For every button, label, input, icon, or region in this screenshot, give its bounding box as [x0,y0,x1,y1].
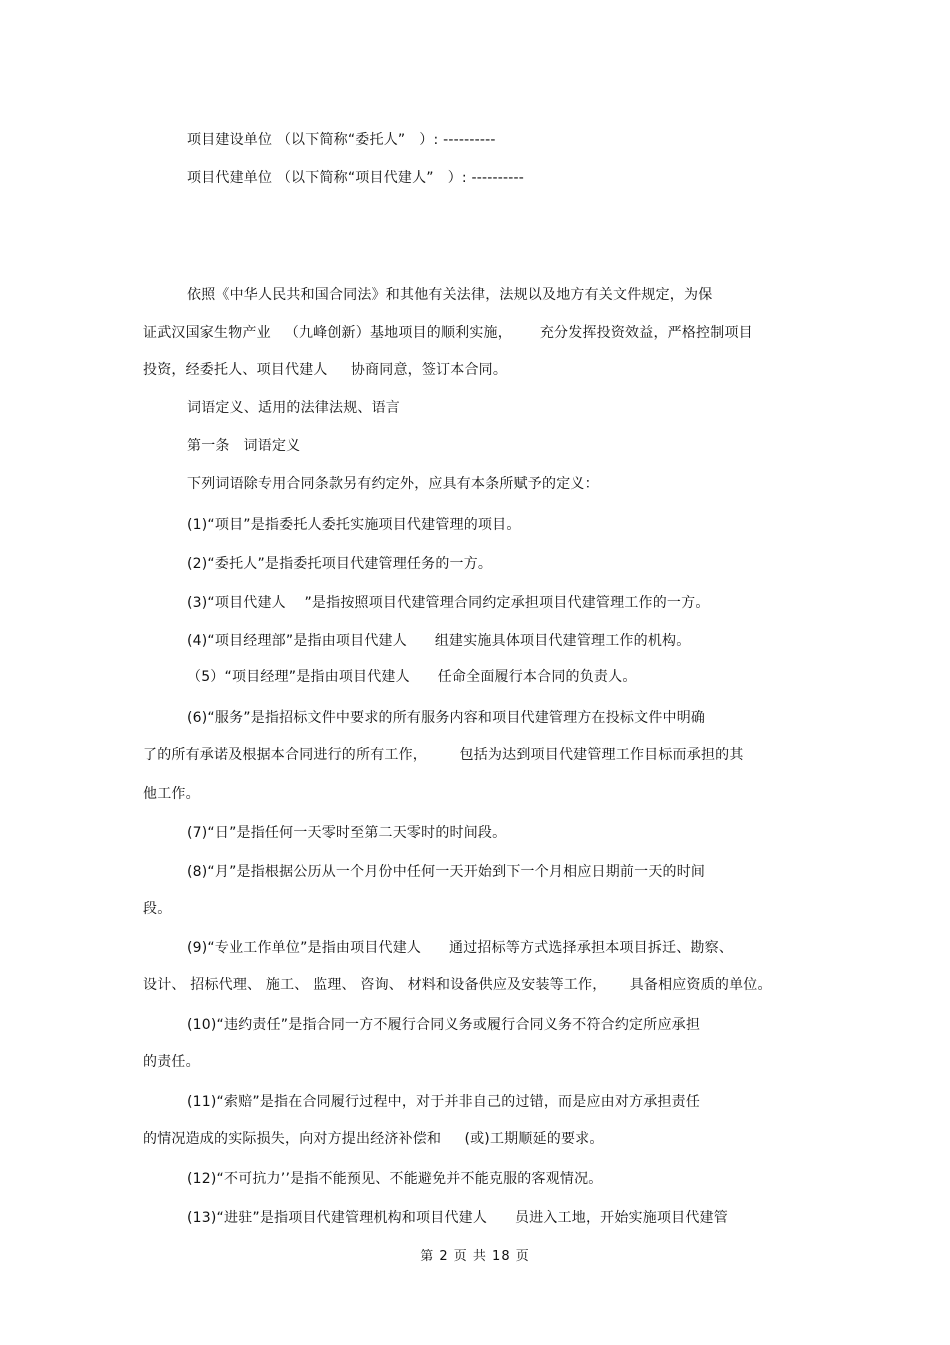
definition-11-line-2: 的情况造成的实际损失，向对方提出经济补偿和 (或)工期顺延的要求。 [143,1131,604,1147]
definition-12: (12)“不可抗力’’是指不能预见、不能避免并不能克服的客观情况。 [187,1171,603,1187]
definition-10-line-2: 的责任。 [143,1054,200,1070]
definition-8-line-2: 段。 [143,901,172,917]
definition-2: (2)“委托人”是指委托项目代建管理任务的一方。 [187,556,493,572]
definition-10-line-1: (10)“违约责任”是指合同一方不履行合同义务或履行合同义务不符合约定所应承担 [187,1017,701,1033]
intro-line-1: 依照《中华人民共和国合同法》和其他有关法律，法规以及地方有关文件规定，为保 [187,287,713,303]
page-number-footer: 第 2 页 共 18 页 [420,1249,530,1264]
definition-6-line-1: (6)“服务”是指招标文件中要求的所有服务内容和项目代建管理方在投标文件中明确 [187,710,706,726]
definition-6-line-3: 他工作。 [143,786,200,802]
definition-7: (7)“日”是指任何一天零时至第二天零时的时间段。 [187,825,507,841]
definition-6-line-2: 了的所有承诺及根据本合同进行的所有工作， 包括为达到项目代建管理工作目标而承担的其 [143,747,744,763]
intro-line-3: 投资，经委托人、项目代建人 协商同意，签订本合同。 [143,362,508,378]
definition-8-line-1: (8)“月”是指根据公历从一个月份中任何一天开始到下一个月相应日期前一天的时间 [187,864,706,880]
client-party-line: 项目建设单位 （以下简称“委托人” ）: ---------- [187,132,496,148]
article-title: 第一条 词语定义 [187,438,301,454]
agent-party-line: 项目代建单位 （以下简称“项目代建人” ）: ---------- [187,170,524,186]
definition-9-line-2: 设计、 招标代理、 施工、 监理、 咨询、 材料和设备供应及安装等工作， 具备相应资质的单位。 [143,977,772,993]
definition-9-line-1: (9)“专业工作单位”是指由项目代建人 通过招标等方式选择承担本项目拆迁、勘察、 [187,940,734,956]
definition-4: (4)“项目经理部”是指由项目代建人 组建实施具体项目代建管理工作的机构。 [187,633,691,649]
definition-5: （5）“项目经理”是指由项目代建人 任命全面履行本合同的负责人。 [187,669,637,685]
section-heading: 词语定义、适用的法律法规、语言 [187,400,400,416]
definition-11-line-1: (11)“索赔”是指在合同履行过程中，对于并非自己的过错，而是应由对方承担责任 [187,1094,701,1110]
definition-1: (1)“项目”是指委托人委托实施项目代建管理的项目。 [187,517,521,533]
definitions-lead: 下列词语除专用合同条款另有约定外，应具有本条所赋予的定义： [187,476,599,492]
definition-13: (13)“进驻”是指项目代建管理机构和项目代建人 员进入工地，开始实施项目代建管 [187,1210,728,1226]
intro-line-2: 证武汉国家生物产业 （九峰创新）基地项目的顺利实施， 充分发挥投资效益，严格控制项目 [143,325,753,341]
definition-3: (3)“项目代建人 ”是指按照项目代建管理合同约定承担项目代建管理工作的一方。 [187,595,710,611]
